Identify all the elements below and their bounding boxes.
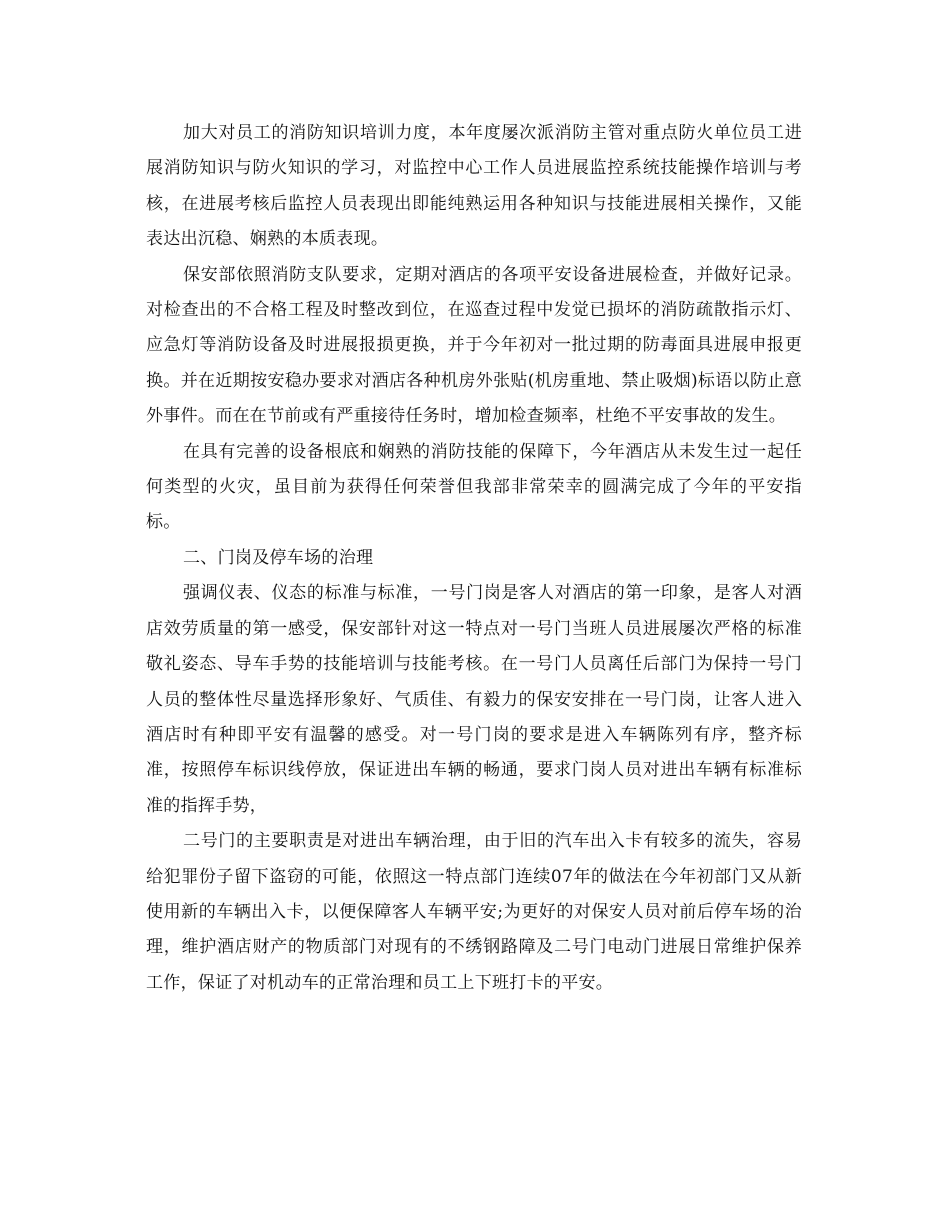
paragraph-gate-one: 强调仪表、仪态的标准与标准，一号门岗是客人对酒店的第一印象，是客人对酒店效劳质量的第一感受，保安部针对这一特点对一号门当班人员进展屡次严格的标准敬礼姿态、导车手势的技能培训与技能考核。在一号门人员离任后部门为保持一号门人员的整体性尽量选择形象好、气质佳、有毅力的保安安排在一号门岗，让客人进入酒店时有种即平安有温馨的感受。对一号门岗的要求是进入车辆陈列有序，整齐标准，按照停车标识线停放，保证进出车辆的畅通，要求门岗人员对进出车辆有标准标准的指挥手势， (146, 583, 802, 816)
document-body (146, 116, 802, 1001)
paragraph-fire-safety-result: 在具有完善的设备根底和娴熟的消防技能的保障下，今年酒店从未发生过一起任何类型的火灾，虽目前为获得任何荣誉但我部非常荣幸的圆满完成了今年的平安指标。 (146, 441, 802, 533)
section-heading-gate-parking: 二、门岗及停车场的治理 (183, 547, 374, 568)
paragraph-equipment-inspection: 保安部依照消防支队要求，定期对酒店的各项平安设备进展检查，并做好记录。对检查出的不合格工程及时整改到位，在巡查过程中发觉已损坏的消防疏散指示灯、应急灯等消防设备及时进展报损更换，并于今年初对一批过期的防毒面具进展申报更换。并在近期按安稳办要求对酒店各种机房外张贴(机房重地、禁止吸烟)标语以防止意外事件。而在在节前或有严重接待任务时，增加检查频率，杜绝不平安事故的发生。 (146, 264, 802, 427)
paragraph-gate-two: 二号门的主要职责是对进出车辆治理，由于旧的汽车出入卡有较多的流失，容易给犯罪份子留下盗窃的可能，依照这一特点部门连续07年的做法在今年初部门又从新使用新的车辆出入卡，以便保障客人车辆平安;为更好的对保安人员对前后停车场的治理，维护酒店财产的物质部门对现有的不绣钢路障及二号门电动门进展日常维护保养工作，保证了对机动车的正常治理和员工上下班打卡的平安。 (146, 831, 802, 993)
paragraph-fire-training: 加大对员工的消防知识培训力度，本年度屡次派消防主管对重点防火单位员工进展消防知识与防火知识的学习，对监控中心工作人员进展监控系统技能操作培训与考核，在进展考核后监控人员表现出即能纯熟运用各种知识与技能进展相关操作，又能表达出沉稳、娴熟的本质表现。 (146, 123, 802, 250)
